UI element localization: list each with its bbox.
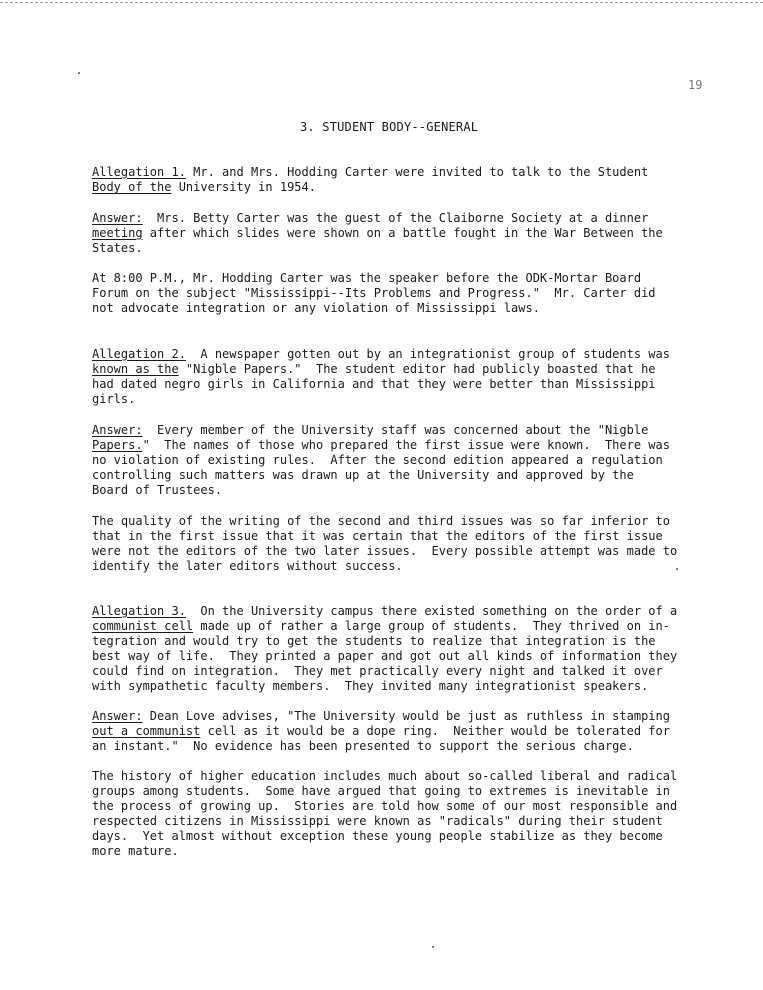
answer-2-continuation: The quality of the writing of the second and third issues was so far inferior to that in the first issue that it was certain that the editors of the first issue were not the editors of the two later issues. Every possible attempt was made to identify the later editors without success. [92, 514, 678, 573]
page-number: 19 [688, 78, 703, 92]
answer-2: Answer: Every member of the University staff was concerned about the "Nigble Papers." The names of those who prepared the first issue were known. There was no violation of existing rules. After the second edition appeared a regulation controlling such matters was drawn up at the University and approved by the Board of Trustees. [92, 423, 670, 497]
answer-3: Answer: Dean Love advises, "The University would be just as ruthless in stamping out a communist cell as it would be a dope ring. Neither would be tolerated for an instant." No evidence has been presented to support the serious charge. [92, 709, 670, 753]
allegation-3: Allegation 3. On the University campus there existed something on the order of a communist cell made up of rather a large group of students. They thrived on in- tegration and would try to get the students to realize that integration is the best way of life. They printed a paper and got out all kinds of information they could find on integration. They met practically every night and talked it over with sympathetic faculty members. They invited many integrationist speakers. [92, 604, 678, 693]
answer-1-continuation: At 8:00 P.M., Mr. Hodding Carter was the speaker before the ODK-Mortar Board Forum on the subject "Mississippi--Its Problems and Progress." Mr. Carter did not advocate integration or any violation of Mississippi laws. [92, 271, 656, 315]
scan-speck [432, 946, 434, 948]
allegation-1: Allegation 1. Mr. and Mrs. Hodding Carter were invited to talk to the Student Body of the University in 1954. [92, 165, 649, 194]
allegation-1-label: Allegation 1. [92, 165, 186, 179]
scan-speck [78, 72, 80, 74]
answer-1-label: Answer: [92, 211, 143, 225]
answer-1: Answer: Mrs. Betty Carter was the guest of the Claiborne Society at a dinner meeting after which slides were shown on a battle fought in the War Between the States. [92, 211, 663, 255]
allegation-2: Allegation 2. A newspaper gotten out by an integrationist group of students was known as the "Nigble Papers." The student editor had publicly boasted that he had dated negro girls in California and that they were better than Mississippi girls. [92, 347, 670, 406]
allegation-2-label: Allegation 2. [92, 347, 186, 361]
allegation-3-label: Allegation 3. [92, 604, 186, 618]
answer-2-label: Answer: [92, 423, 143, 437]
scan-top-edge [0, 2, 763, 3]
answer-3-label: Answer: [92, 709, 143, 723]
answer-3-continuation: The history of higher education includes much about so-called liberal and radical groups among students. Some have argued that going to extremes is inevitable in the process of growing up. Stories are told how some of our most responsible and respected citizens in Mississippi were known as "radicals" during their student days. Yet almost without exception these young people stabilize as they become more mature. [92, 769, 678, 858]
section-title: 3. STUDENT BODY--GENERAL [300, 120, 479, 134]
